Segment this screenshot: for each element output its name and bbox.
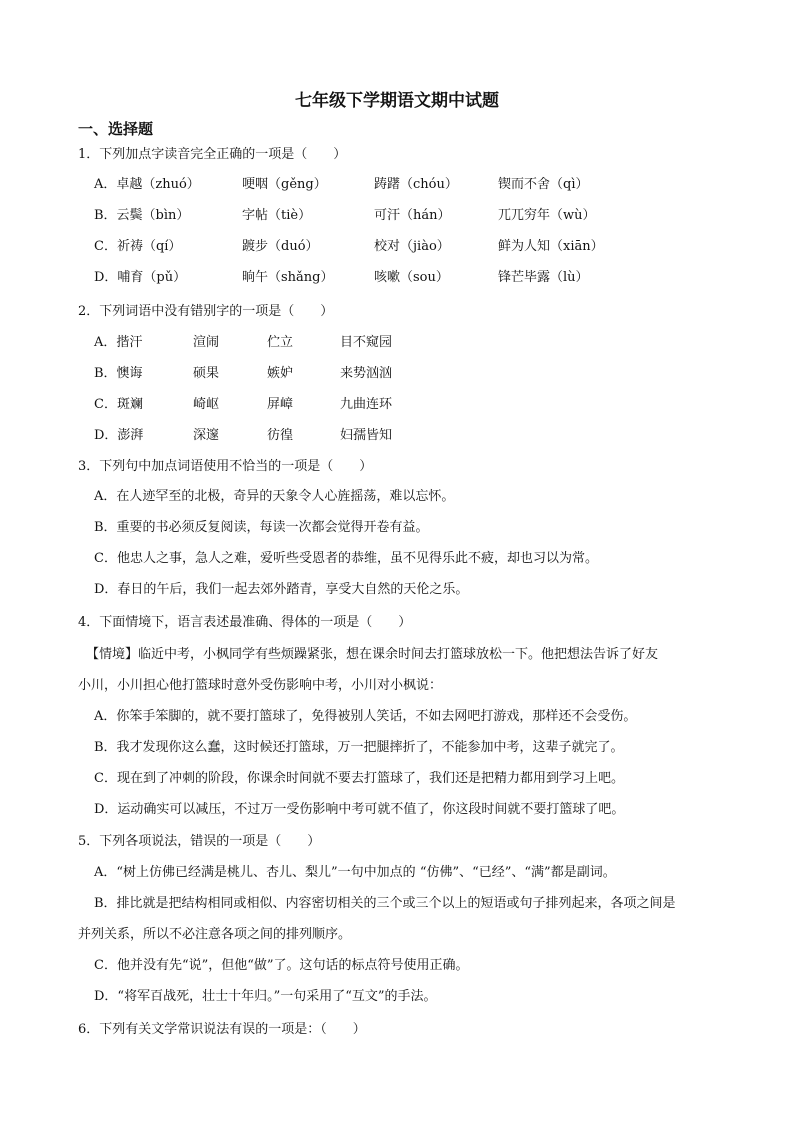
question-2-stem: 2．下列词语中没有错别字的一项是（ ）: [78, 304, 334, 319]
q2-b-word-4: 来势汹汹: [340, 366, 393, 381]
q4-context-line-2: 小川，小川担心他打篮球时意外受伤影响中考，小川对小枫说：: [78, 678, 443, 693]
q2-c-word-4: 九曲连环: [340, 397, 393, 412]
q1-a-word-4: 锲而不舍（qì）: [498, 177, 589, 192]
q1-b-word-2: 字帖（tiè）: [242, 208, 312, 223]
q2-b-word-2: 硕果: [193, 366, 220, 381]
q4-option-b[interactable]: B．我才发现你这么蠢，这时候还打篮球，万一把腿摔折了，不能参加中考，这辈子就完了。: [94, 740, 624, 755]
q2-a-word-1: A．揩汗: [94, 335, 143, 350]
page-title: 七年级下学期语文期中试题: [295, 91, 499, 111]
q3-option-a[interactable]: A．在人迹罕至的北极，奇异的天象令人心旌摇荡，难以忘怀。: [94, 489, 455, 504]
q1-d-word-1: D．哺育（pǔ）: [94, 270, 187, 285]
q5-option-b-line-2: 并列关系，所以不必注意各项之间的排列顺序。: [78, 927, 352, 942]
q3-option-b[interactable]: B．重要的书必须反复阅读，每读一次都会觉得开卷有益。: [94, 520, 429, 535]
q2-d-word-3: 彷徨: [267, 428, 294, 443]
q3-option-c[interactable]: C．他忠人之事，急人之难，爱听些受恩者的恭维，虽不见得乐此不疲，却也习以为常。: [94, 551, 598, 566]
question-3-stem: 3．下列句中加点词语使用不恰当的一项是（ ）: [78, 459, 373, 474]
q5-option-c[interactable]: C．他并没有先“说”，但他“做”了。这句话的标点符号使用正确。: [94, 958, 469, 973]
q2-b-word-1: B．懊诲: [94, 366, 143, 381]
q1-c-word-2: 踱步（duó）: [242, 239, 319, 254]
q1-a-word-1: A．卓越（zhuó）: [94, 177, 200, 192]
section-heading: 一、选择题: [78, 120, 154, 138]
q2-c-word-3: 屏嶂: [267, 397, 294, 412]
q4-option-a[interactable]: A．你笨手笨脚的，就不要打篮球了，免得被别人笑话，不如去网吧打游戏，那样还不会受伤。: [94, 709, 637, 724]
q5-option-d[interactable]: D．“将军百战死，壮士十年归。”一句采用了“互文”的手法。: [94, 989, 437, 1004]
q4-option-d[interactable]: D．运动确实可以减压，不过万一受伤影响中考可就不值了，你这段时间就不要打篮球了吧。: [94, 802, 625, 817]
q2-a-word-2: 渲闹: [193, 335, 220, 350]
q2-d-word-2: 深邃: [193, 428, 220, 443]
q1-d-word-2: 晌午（shǎng）: [242, 270, 334, 285]
q1-a-word-3: 踌躇（chóu）: [374, 177, 458, 192]
q1-d-word-4: 锋芒毕露（lù）: [498, 270, 589, 285]
q5-option-a[interactable]: A．“树上仿佛已经满是桃儿、杏儿、梨儿”一句中加点的 “仿佛”、“已经”、“满”都是副词。: [94, 865, 616, 880]
q1-b-word-3: 可汗（hán）: [374, 208, 451, 223]
q2-c-word-2: 崎岖: [193, 397, 220, 412]
question-1-stem: 1．下列加点字读音完全正确的一项是（ ）: [78, 147, 347, 162]
q1-c-word-1: C．祈祷（qí）: [94, 239, 182, 254]
question-6-stem: 6．下列有关文学常识说法有误的一项是：（ ）: [78, 1022, 366, 1037]
question-5-stem: 5．下列各项说法，错误的一项是（ ）: [78, 834, 321, 849]
q2-d-word-4: 妇孺皆知: [340, 428, 393, 443]
question-4-stem: 4．下面情境下，语言表述最准确、得体的一项是（ ）: [78, 615, 412, 630]
q1-b-word-4: 兀兀穷年（wù）: [498, 208, 596, 223]
q4-context-line-1: 【情境】临近中考，小枫同学有些烦躁紧张，想在课余时间去打篮球放松一下。他把想法告诉了好友: [86, 647, 659, 662]
q2-a-word-3: 伫立: [267, 335, 294, 350]
q2-d-word-1: D．澎湃: [94, 428, 144, 443]
q5-option-b-line-1[interactable]: B．排比就是把结构相同或相似、内容密切相关的三个或三个以上的短语或句子排列起来，各项之间是: [94, 896, 676, 911]
q1-b-word-1: B．云鬓（bìn）: [94, 208, 190, 223]
q3-option-d[interactable]: D．春日的午后，我们一起去郊外踏青，享受大自然的天伦之乐。: [94, 582, 469, 597]
q1-a-word-2: 哽咽（gěng）: [242, 177, 327, 192]
q1-c-word-4: 鲜为人知（xiān）: [498, 239, 604, 254]
q4-option-c[interactable]: C．现在到了冲刺的阶段，你课余时间就不要去打篮球了，我们还是把精力都用到学习上吧。: [94, 771, 624, 786]
q1-c-word-3: 校对（jiào）: [374, 239, 450, 254]
q2-b-word-3: 嫉妒: [267, 366, 294, 381]
q2-a-word-4: 目不窥园: [340, 335, 393, 350]
q2-c-word-1: C．斑斓: [94, 397, 143, 412]
q1-d-word-3: 咳嗽（sou）: [374, 270, 449, 285]
